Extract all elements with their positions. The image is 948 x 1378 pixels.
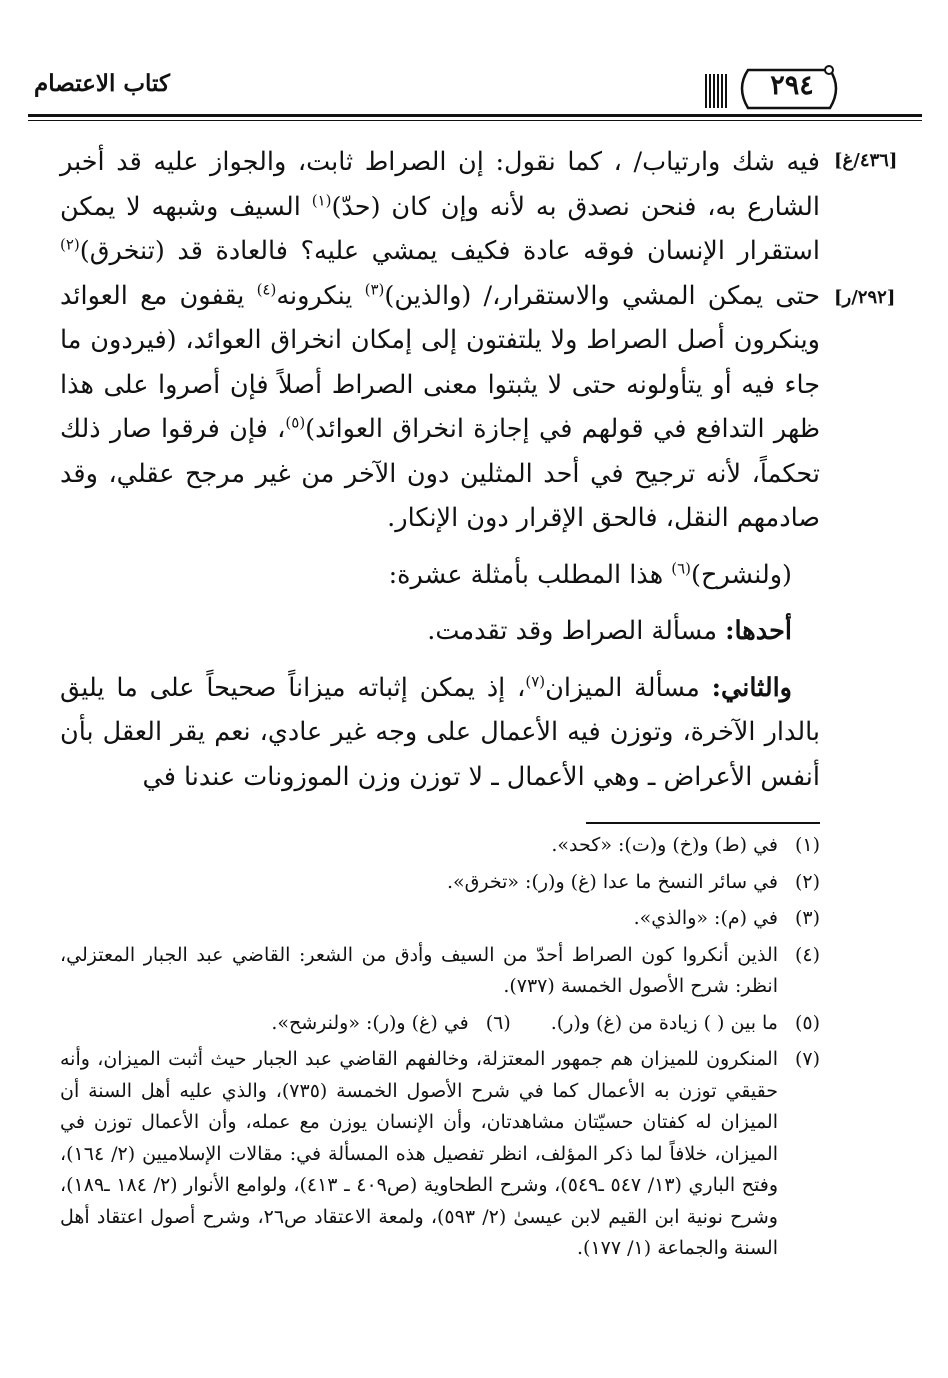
footnote-ref[interactable]: (٤) xyxy=(256,280,277,298)
footnote-text: في (ط) و(خ) و(ت): «كحد». xyxy=(551,834,778,856)
footnote-5-6-row xyxy=(60,1008,820,1040)
footnote-6 xyxy=(271,1008,510,1040)
footnote-ref[interactable]: (٢) xyxy=(60,235,80,254)
text-run: ينكرونه xyxy=(276,280,365,311)
footnote-1 xyxy=(60,830,820,862)
text-run: مسألة الصراط وقد تقدمت. xyxy=(427,616,726,646)
footnote-text: الذين أنكروا كون الصراط أحدّ من السيف وأدق من الشعر: القاضي عبد الجبار المعتزلي، انظر: شرح الأصول الخمسة (٧٣٧). xyxy=(60,943,778,997)
footnote-ref[interactable]: (٣) xyxy=(364,280,385,298)
paragraph-3 xyxy=(60,609,820,654)
footnote-ref[interactable]: (١) xyxy=(311,191,332,209)
paragraph-2 xyxy=(60,553,820,598)
item-heading: والثاني: xyxy=(711,672,792,703)
footnote-2 xyxy=(60,867,820,899)
text-run: مسألة الميزان xyxy=(545,672,712,703)
text-run: فيه شك وارتياب/ ، كما نقول: إن الصراط ثابت، والجواز عليه قد أخبر الشارع به، فنحن نصدق به لأنه وإن كان (حدّ) xyxy=(60,147,820,222)
footnote-number: (٣) xyxy=(794,907,820,929)
text-run: يقفون مع العوائد وينكرون أصل الصراط ولا يلتفتون إلى إمكان انخراق العوائد، (فيردون ما جاء فيه أو يتأولونه حتى لا يثبتوا معنى الصراط أصلاً فإن أصروا على هذا ظهر التدافع في قولهم في إجازة انخراق العوائد) xyxy=(60,280,820,444)
footnote-text: المنكرون للميزان هم جمهور المعتزلة، وخالفهم القاضي عبد الجبار حيث أثبت الميزان، وأنه حقيقي توزن به الأعمال كما في شرح الأصول الخمسة (٧٣٥)، والذي عليه أهل السنة أن الميزان له كفتان حسيّتان مشاهدتان، وأن الإنسان يوزن مع عمله، وأن الأعمال توزن في الميزان، خلافاً لما ذكر المؤلف، انظر تفصيل هذه المسألة في: مقالات الإسلاميين (٢/ ١٦٤)، وفتح الباري (١٣/ ٥٤٧ ـ٥٤٩)، وشرح الطحاوية (ص٤٠٩ ـ ٤١٣)، ولوامع الأنوار (٢/ ١٨٤ ـ١٨٩)، وشرح نونية ابن القيم لابن عيسىٰ (٢/ ٥٩٣)، ولمعة الاعتقاد ص٢٦، وشرح أصول اعتقاد أهل السنة والجماعة (١/ ١٧٧). xyxy=(60,1048,779,1259)
text-run: هذا المطلب بأمثلة عشرة: xyxy=(388,559,672,590)
margin-ref-gh: [٤٣٦/غ] xyxy=(834,150,898,171)
footnote-4 xyxy=(60,940,820,1003)
paragraph-4 xyxy=(60,666,820,800)
text-run: (ولنشرح) xyxy=(691,559,792,590)
main-text xyxy=(60,140,820,799)
footnote-number: (٦) xyxy=(485,1011,511,1034)
footnote-number: (٧) xyxy=(794,1048,820,1070)
footnote-5 xyxy=(551,1008,820,1040)
page-number: ٢٩٤ xyxy=(770,70,814,101)
footnote-ref[interactable]: (٥) xyxy=(285,413,306,432)
footnote-separator xyxy=(586,822,820,824)
footnote-number: (١) xyxy=(794,834,820,856)
footnote-number: (٢) xyxy=(794,870,820,893)
footnote-text: في (م): «والذي». xyxy=(633,907,778,929)
paragraph-1 xyxy=(60,140,820,541)
footnote-text: في (غ) و(ر): «ولنرشح». xyxy=(271,1011,469,1034)
footnotes xyxy=(60,830,820,1270)
footnote-ref[interactable]: (٦) xyxy=(671,559,692,577)
page-header xyxy=(28,60,922,122)
text-run: حتى يمكن المشي والاستقرار،/ (والذين) xyxy=(384,280,821,311)
footnote-ref[interactable]: (٧) xyxy=(525,672,546,690)
running-title: كتاب الاعتصام xyxy=(34,70,170,97)
footnote-text: ما بين ( ) زيادة من (غ) و(ر). xyxy=(550,1011,778,1034)
margin-ref-ra: [٢٩٢/ر] xyxy=(834,287,896,308)
footnote-text: في سائر النسخ ما عدا (غ) و(ر): «تخرق». xyxy=(446,870,778,893)
footnote-number: (٤) xyxy=(794,943,820,966)
header-rule xyxy=(28,114,922,117)
text-run: ، فإن فرقوا صار ذلك تحكماً، لأنه ترجيح في أحد المثلين دون الآخر من غير مرجح عقلي، وقد صادمهم النقل، فالحق الإقرار دون الإنكار. xyxy=(60,414,820,533)
footnote-number: (٥) xyxy=(794,1011,820,1034)
footnote-3 xyxy=(60,903,820,935)
page-number-ornament xyxy=(728,64,846,112)
header-rule-thin xyxy=(28,120,922,121)
header-bars-icon xyxy=(704,74,728,108)
text-run: السيف وشبهه لا يمكن استقرار الإنسان فوقه عادة فكيف يمشي عليه؟ فالعادة قد (تنخرق) xyxy=(60,191,820,266)
text-run: ، إذ يمكن إثباته ميزاناً صحيحاً على ما يليق بالدار الآخرة، وتوزن فيه الأعمال على وجه غير عادي، نعم يقر العقل بأن أنفس الأعراض ـ وهي الأعمال ـ لا توزن وزن الموزونات عندنا في xyxy=(60,672,820,792)
item-heading: أحدها: xyxy=(725,616,792,646)
footnote-7 xyxy=(60,1044,820,1265)
